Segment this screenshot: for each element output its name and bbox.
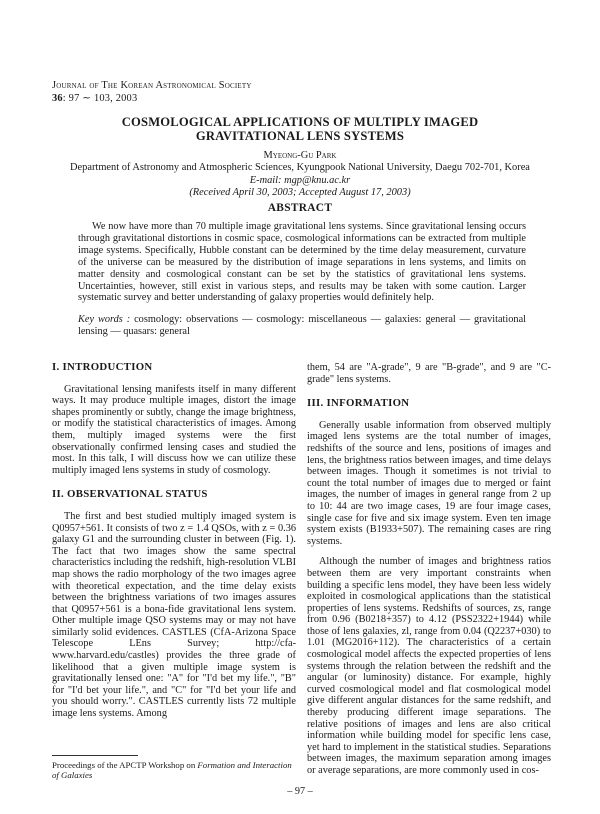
title-line-1: COSMOLOGICAL APPLICATIONS OF MULTIPLY IMAGED [121,115,479,129]
right-column [307,362,551,777]
observational-status-continued: them, 54 are "A-grade", 9 are "B-grade", and 9 are "C-grade" lens systems. [307,362,551,385]
left-column [52,362,296,720]
paper-title [40,115,560,143]
section-heading-introduction: I. INTRODUCTION [52,361,153,373]
page-number: – 97 – [287,786,313,797]
keywords-label: Key words : [78,314,131,325]
abstract-heading: ABSTRACT [267,202,333,214]
observational-status-text: The first and best studied multiply imaged system is Q0957+561. It consists of two z = 1.4 QSOs, with z = 0.36 galaxy G1 and the surrounding cluster in between (Fig. 1). The fact that two images show the same spectral characteristics including the redshift, high-resolution VLBI map shows the radio morphology of the two images agree with theoretical expectation, and the time delay exists between the brightness variations of two images assures that Q0957+561 is a bona-fide gravitational lens system. Other multiple image QSO systems may or may not have similarly solid evidences. CASTLES (CfA-Arizona Space Telescope LEns Survey; http://cfa-www.harvard.edu/castles) provides the three grade of likelihood that a given multiple image system is gravitationally lensed one: "A" for "I'd bet my life.", "B" for "I'd bet your life.", and "C" for "I'd bet your life and you should worry.". CASTLES currently lists 72 multiple image lens systems. Among [52,510,297,720]
journal-volume-line [52,92,252,105]
author-affiliation: Department of Astronomy and Atmospheric Sciences, Kyungpook National University, Daegu 702-701, Korea [70,162,530,174]
information-text-1: Generally usable information from observed multiply imaged lens systems are the total number of images, redshifts of the source and lens, positions of images and lens, the brightness ratios between images, and time delays between images. Though it sometimes is not trivial to count the total number of images due to merged or faint images, the number of images in general range from 2 up to 10: 44 are two image cases, 19 are four image cases, single case for five and six image system. Even ten image system exists (B1933+507). The remaining cases are ring systems. [307,419,551,547]
footnote-rule [52,755,138,756]
keywords [78,314,526,338]
section-heading-information: III. INFORMATION [307,397,410,410]
section-heading-observational-status: II. OBSERVATIONAL STATUS [52,488,208,501]
journal-name: Journal of The Korean Astronomical Society [52,80,252,91]
received-dates: (Received April 30, 2003; Accepted August 17, 2003) [189,187,411,199]
author-email: E-mail: mgp@knu.ac.kr [249,174,351,186]
journal-header [52,79,252,105]
footnote-prefix: Proceedings of the APCTP Workshop on [52,760,198,770]
abstract-text: We now have more than 70 multiple image gravitational lens systems. Since gravitational lensing occurs through gravitational distortions in cosmic space, cosmological informations can be extracted from multiple image systems. Specifically, Hubble constant can be determined by the time delay measurement, curvature of the universe can be measured by the distribution of image separations in lens systems, and limits on matter density and cosmological constant can be set by the statistics of gravitational lens systems. Uncertainties, however, still exist in various steps, and results may be taken with some caution. Larger systematic survey and better understanding of galaxy properties would definitely help. [78,221,526,304]
footnote-workshop-title: Formation and Interaction of Galaxies [52,760,292,781]
information-text-2: Although the number of images and brightness ratios between them are very important constraints when building a specific lens model, they have been less widely exploited in cosmological applications than the statistical properties of lens systems. Redshifts of sources, zs, range from 0.96 (B0218+357) to 4.12 (PSS2322+1944) while those of lens galaxies, zl, range from 0.04 (Q2237+030) to 1.01 (MG2016+112). The characteristics of a certain cosmological model affects the expected properties of lens systems through the relation between the redshift and the angular (or luminosity) distance. For example, highly curved cosmological model and flat cosmological model give different angular distances for the same redshift, and thereby producing different image separations. The relative positions of images and lens are also critical information while building model for specific lens case, yet hard to implement in the statistical studies. Separations between images, the maximum separation among images or average separations, are more commonly used in cos- [307,556,551,776]
title-line-2: GRAVITATIONAL LENS SYSTEMS [195,129,405,143]
author-block [20,150,580,200]
footnote [52,760,296,781]
introduction-text: Gravitational lensing manifests itself in many different ways. It may produce multiple images, distort the image shapes prominently or subtly, change the image brightness, or modify the statistical characteristics of images. Among them, multiply imaged systems were the first observationally confirmed lensing cases and studied the most. In this talk, I will discuss how we can utilize these multiply imaged lens systems in study of cosmology. [52,383,296,476]
keywords-text: cosmology: observations — cosmology: miscellaneous — galaxies: general — gravitational lensing — quasars: general [78,314,527,337]
journal-volume: 36 [52,93,63,104]
author-name: Myeong-Gu Park [263,150,337,161]
journal-pages: : 97 ∼ 103, 2003 [62,93,138,104]
